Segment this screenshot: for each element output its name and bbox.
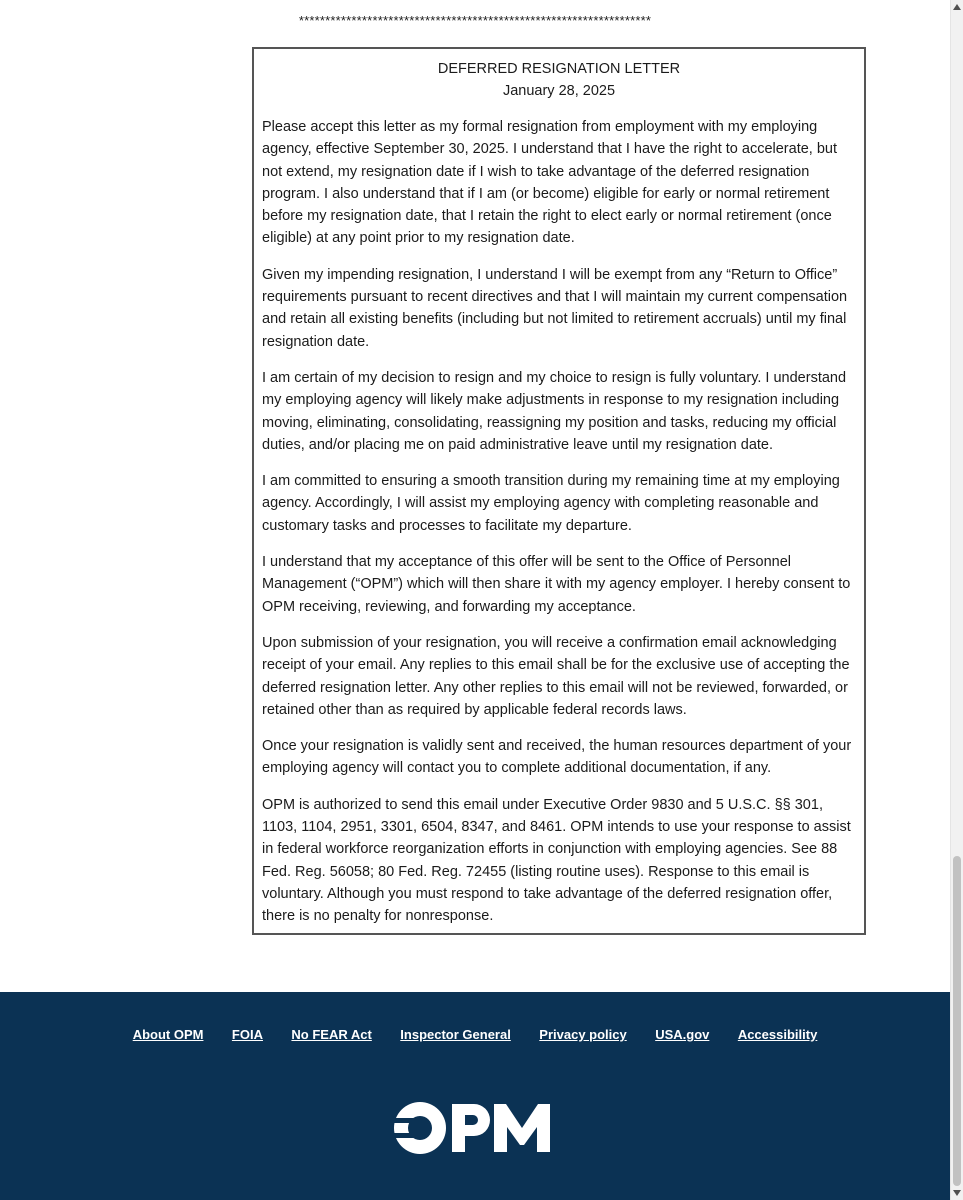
letter-paragraph: Upon submission of your resignation, you will receive a confirmation email acknowledging receipt of your email. Any replies to this email shall be for the exclusive use of accepting the deferred resignation letter. Any other replies to this email will not be reviewed, forwarded, or retained other than as required by applicable federal records laws.	[262, 634, 850, 718]
letter-date: January 28, 2025	[502, 83, 616, 99]
vertical-scrollbar[interactable]	[950, 0, 963, 1200]
letter-paragraph: Please accept this letter as my formal resignation from employment with my employing agency, effective September 30, 2025. I understand that I have the right to accelerate, but not extend, my resignation date if I wish to take advantage of the deferred resignation program. I also understand that if I am (or become) eligible for early or normal retirement before my resignation date, that I retain the right to elect early or normal retirement (once eligible) at any point prior to my resignation date.	[262, 119, 838, 247]
scrollbar-thumb[interactable]	[953, 856, 961, 1186]
letter-paragraph: OPM is authorized to send this email under Executive Order 9830 and 5 U.S.C. §§ 301, 1103, 1104, 2951, 3301, 6504, 8347, and 8461. OPM intends to use your response to assist in federal workforce reorganization efforts in conjunction with employing agencies. See 88 Fed. Reg. 56058; 80 Fed. Reg. 72455 (listing routine uses). Response to this email is voluntary. Although you must respond to take advantage of the deferred resignation offer, there is no penalty for nonresponse.	[262, 796, 851, 925]
opm-logo[interactable]	[392, 1100, 554, 1156]
footer-link-privacy-policy[interactable]: Privacy policy	[539, 1027, 627, 1042]
separator-line: *******************************************************************	[298, 13, 652, 28]
site-footer	[0, 992, 950, 1200]
footer-link-foia[interactable]: FOIA	[231, 1027, 263, 1042]
letter-paragraph: I understand that my acceptance of this offer will be sent to the Office of Personnel Management (“OPM”) which will then share it with my agency employer. I hereby consent to OPM receiving, reviewing, and forwarding my acceptance.	[262, 554, 851, 615]
letter-title: DEFERRED RESIGNATION LETTER	[437, 61, 681, 77]
footer-link-inspector-general[interactable]: Inspector General	[400, 1027, 511, 1042]
footer-link-no-fear-act[interactable]: No FEAR Act	[291, 1027, 372, 1042]
footer-link-accessibility[interactable]: Accessibility	[737, 1027, 818, 1042]
footer-link-about-opm[interactable]: About OPM	[132, 1027, 204, 1042]
letter-paragraph: I am certain of my decision to resign and my choice to resign is fully voluntary. I understand my employing agency will likely make adjustments in response to my resignation including moving, eliminating, consolidating, reassigning my position and tasks, reducing my official duties, and/or placing me on paid administrative leave until my resignation date.	[262, 369, 847, 453]
scroll-down-arrow-icon[interactable]	[951, 1186, 963, 1200]
letter-paragraph: I am committed to ensuring a smooth transition during my remaining time at my employing agency. Accordingly, I will assist my employing agency with completing reasonable and customary tasks and processes to facilitate my departure.	[262, 473, 840, 534]
opm-logo-icon	[392, 1100, 554, 1156]
footer-link-usa-gov[interactable]: USA.gov	[655, 1027, 710, 1042]
letter-paragraph: Once your resignation is validly sent and received, the human resources department of your employing agency will contact you to complete additional documentation, if any.	[262, 738, 852, 777]
scroll-up-arrow-icon[interactable]	[951, 0, 963, 14]
deferred-resignation-letter	[252, 47, 866, 935]
footer-links	[0, 1026, 950, 1044]
letter-paragraph: Given my impending resignation, I understand I will be exempt from any “Return to Office” requirements pursuant to recent directives and that I will maintain my current compensation and retain all existing benefits (including but not limited to retirement accruals) until my final resignation date.	[262, 266, 848, 350]
